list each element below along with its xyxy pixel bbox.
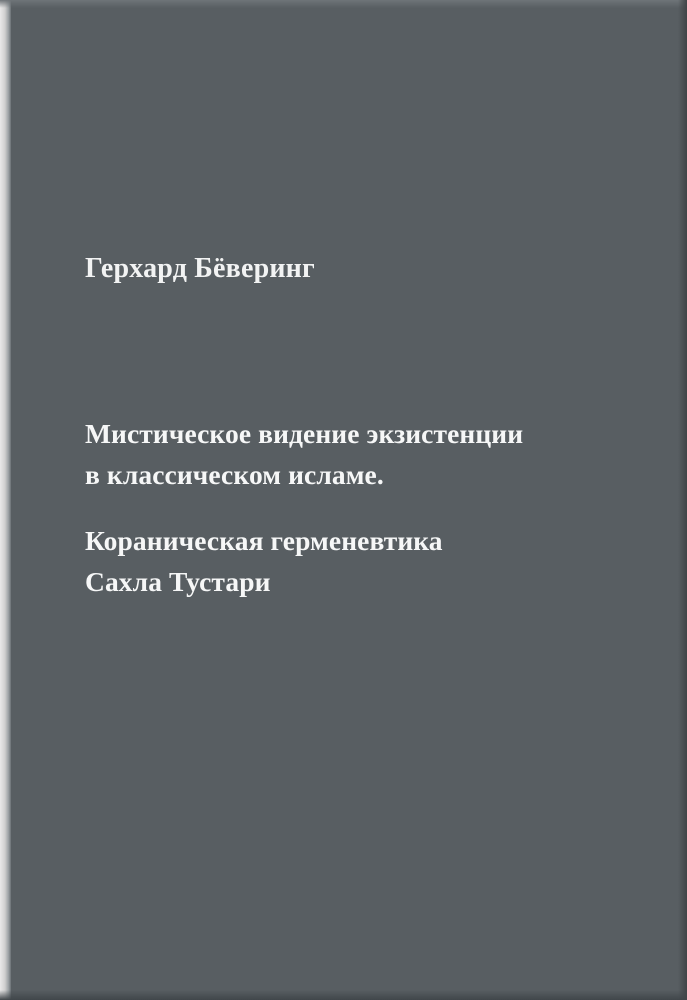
- cover-right-shade: [678, 0, 687, 1000]
- book-subtitle-line-2: Сахла Тустари: [85, 566, 271, 598]
- title-block: [85, 414, 645, 603]
- author-name: Герхард Бёверинг: [85, 253, 315, 284]
- book-title: [85, 414, 645, 495]
- cover-top-shade: [0, 0, 687, 8]
- cover-bottom-shade: [0, 990, 687, 1000]
- spine-edge: [0, 0, 11, 1000]
- book-subtitle: [85, 521, 645, 602]
- book-title-line-1: Мистическое видение экзистенции: [85, 418, 524, 449]
- book-title-line-2: в классическом исламе.: [85, 458, 384, 490]
- book-subtitle-line-1: Кораническая герменевтика: [85, 525, 443, 557]
